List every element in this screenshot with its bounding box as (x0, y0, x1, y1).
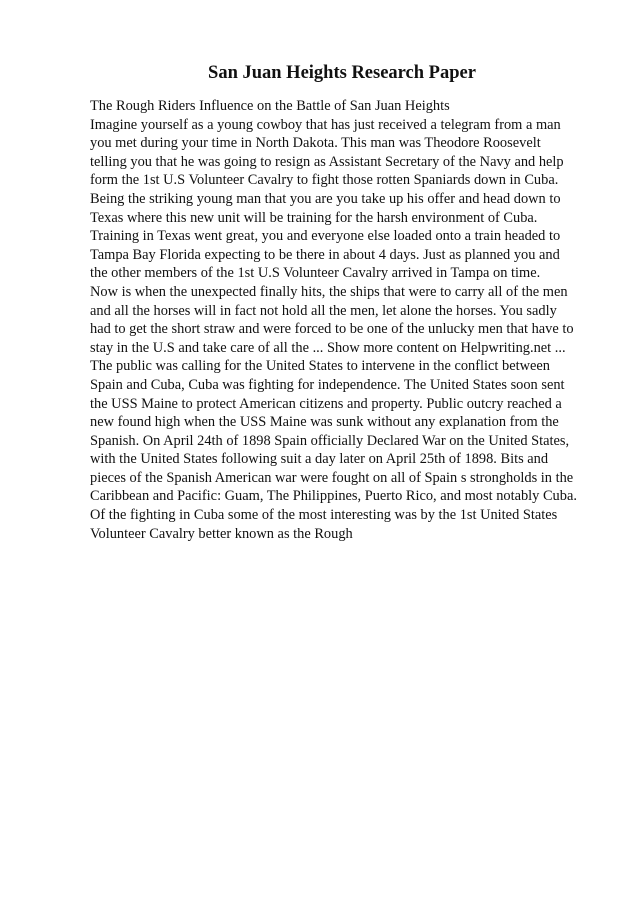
text-line: Now is when the unexpected finally hits, the ships that were to carry all of the men (90, 283, 568, 300)
text-line: with the United States following suit a day later on April 25th of 1898. Bits and (90, 451, 549, 468)
text-line: The public was calling for the United States to intervene in the conflict between (90, 358, 550, 375)
text-line: new found high when the USS Maine was sunk without any explanation from the (90, 414, 559, 431)
text-line: the other members of the 1st U.S Volunteer Cavalry arrived in Tampa on time. (90, 265, 541, 282)
text-line: stay in the U.S and take care of all the ... Show more content on Helpwriting.net ... (90, 339, 566, 356)
text-line: had to get the short straw and were forced to be one of the unlucky men that have to (90, 321, 574, 338)
text-line: the USS Maine to protect American citizens and property. Public outcry reached a (90, 395, 562, 412)
text-line: Volunteer Cavalry better known as the Rough (90, 525, 353, 542)
text-line: Spanish. On April 24th of 1898 Spain officially Declared War on the United States, (90, 432, 570, 449)
text-line: Caribbean and Pacific: Guam, The Philippines, Puerto Rico, and most notably Cuba. (90, 488, 577, 505)
text-line: Imagine yourself as a young cowboy that has just received a telegram from a man (90, 116, 561, 133)
text-line: Training in Texas went great, you and everyone else loaded onto a train headed to (90, 228, 561, 245)
text-line: Tampa Bay Florida expecting to be there in about 4 days. Just as planned you and (90, 246, 560, 263)
text-line: form the 1st U.S Volunteer Cavalry to fight those rotten Spaniards down in Cuba. (90, 172, 559, 189)
text-line: The Rough Riders Influence on the Battle of San Juan Heights (90, 98, 450, 114)
text-line: Of the fighting in Cuba some of the most interesting was by the 1st United States (90, 507, 558, 524)
body-text (90, 97, 577, 543)
text-line: telling you that he was going to resign as Assistant Secretary of the Navy and help (90, 153, 564, 170)
text-line: and all the horses will in fact not hold all the men, let alone the horses. You sadly (90, 302, 557, 319)
text-line: Texas where this new unit will be training for the harsh environment of Cuba. (90, 209, 538, 226)
text-line: you met during your time in North Dakota. This man was Theodore Roosevelt (90, 135, 541, 152)
text-line: Spain and Cuba, Cuba was fighting for independence. The United States soon sent (90, 376, 565, 393)
text-line: pieces of the Spanish American war were fought on all of Spain s strongholds in the (90, 469, 574, 486)
page-title: San Juan Heights Research Paper (208, 63, 476, 83)
text-line: Being the striking young man that you are you take up his offer and head down to (90, 190, 561, 207)
